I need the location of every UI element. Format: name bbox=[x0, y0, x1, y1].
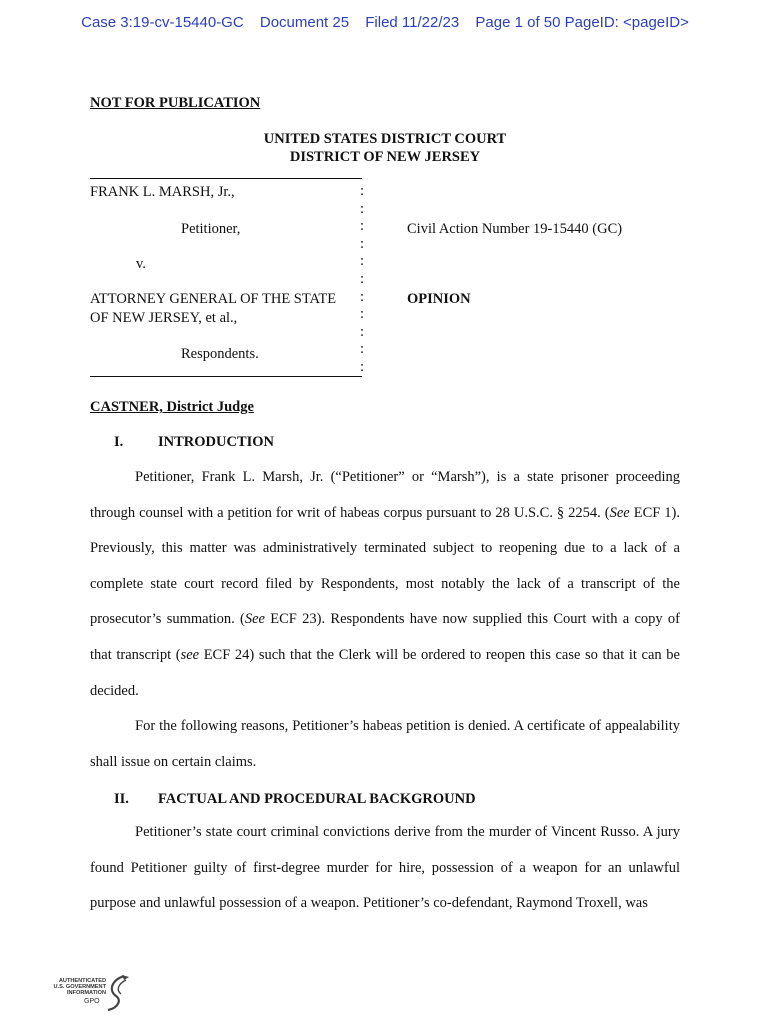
opinion-title: OPINION bbox=[407, 291, 471, 307]
civil-action-number: Civil Action Number 19-15440 (GC) bbox=[407, 221, 623, 237]
paragraph-introduction bbox=[90, 460, 680, 709]
section-heading-introduction bbox=[114, 434, 274, 451]
eagle-logo-icon bbox=[102, 974, 132, 1014]
versus: v. bbox=[136, 256, 146, 272]
respondent-line-2: OF NEW JERSEY, et al., bbox=[90, 310, 238, 326]
caption-bottom-rule bbox=[90, 376, 362, 377]
gpo-authentication-seal bbox=[44, 974, 134, 1014]
seal-text: AUTHENTICATED bbox=[58, 978, 106, 984]
section-number: II. bbox=[114, 791, 129, 807]
section-title: FACTUAL AND PROCEDURAL BACKGROUND bbox=[158, 791, 476, 807]
court-name bbox=[90, 130, 680, 166]
case-number: Case 3:19-cv-15440-GC bbox=[81, 14, 244, 31]
section-title: INTRODUCTION bbox=[158, 434, 275, 450]
section-number: I. bbox=[114, 434, 124, 450]
paragraph-text: ECF 23). Respondents have now supplied this Court with a copy of that transcript ( bbox=[90, 611, 680, 663]
document-number: Document 25 bbox=[259, 14, 350, 31]
citation-signal: See bbox=[609, 504, 630, 521]
page-info: Page 1 of 50 PageID: <pageID> bbox=[475, 14, 689, 31]
not-for-publication: NOT FOR PUBLICATION bbox=[90, 95, 261, 111]
seal-text: INFORMATION bbox=[66, 990, 106, 996]
seal-text: U.S. GOVERNMENT bbox=[53, 984, 106, 990]
court-line-2: DISTRICT OF NEW JERSEY bbox=[289, 149, 481, 165]
caption-colon-column: : : : : : : : : : : : bbox=[360, 183, 365, 375]
petitioner-role: Petitioner, bbox=[181, 221, 241, 237]
judge-name: CASTNER, District Judge bbox=[90, 399, 254, 415]
filed-date: Filed 11/22/23 bbox=[365, 14, 460, 31]
petitioner-name: FRANK L. MARSH, Jr., bbox=[90, 184, 235, 200]
caption-top-rule bbox=[90, 178, 362, 179]
court-line-1: UNITED STATES DISTRICT COURT bbox=[263, 131, 507, 147]
section-heading-background bbox=[114, 791, 476, 808]
paragraph-disposition: For the following reasons, Petitioner’s habeas petition is denied. A certificate of appealability shall issue on certain claims. bbox=[90, 718, 680, 770]
respondent-role: Respondents. bbox=[181, 346, 259, 362]
paragraph-text: ECF 1). Previously, this matter was administratively terminated subject to reopening due to a lack of a complete state court record filed by Respondents, most notably the lack of a transcript of the prosecutor’s summation. ( bbox=[90, 504, 680, 628]
docket-header bbox=[0, 14, 770, 31]
paragraph-text: Petitioner, Frank L. Marsh, Jr. (“Petitioner” or “Marsh”), is a state prisoner proceeding through counsel with a petition for writ of habeas corpus pursuant to 28 U.S.C. § 2254. ( bbox=[90, 469, 680, 521]
paragraph-text: ECF 24) such that the Clerk will be ordered to reopen this case so that it can be decided. bbox=[90, 646, 680, 699]
respondent-line-1: ATTORNEY GENERAL OF THE STATE bbox=[90, 291, 337, 307]
citation-signal: see bbox=[180, 646, 200, 663]
paragraph-background: Petitioner’s state court criminal convictions derive from the murder of Vincent Russo. A jury found Petitioner guilty of first-degree murder for hire, possession of a weapon for an unlawful purpose and unlawful possession of a weapon. Petitioner’s co-defendant, Raymond Troxell, was bbox=[90, 824, 680, 912]
seal-gpo: GPO bbox=[84, 998, 100, 1005]
citation-signal: See bbox=[244, 611, 265, 628]
